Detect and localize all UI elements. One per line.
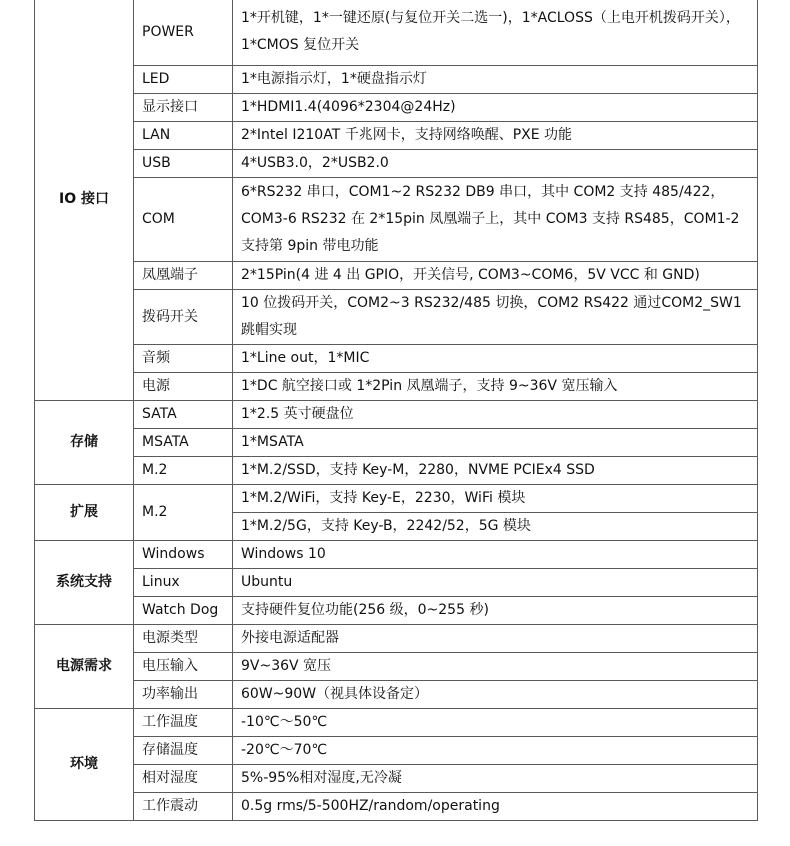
value-cell: 外接电源适配器 [233,625,758,653]
item-cell: Linux [134,569,233,597]
spec-row [35,737,758,765]
spec-row [35,345,758,373]
item-cell: M.2 [134,457,233,485]
value-cell: 0.5g rms/5-500HZ/random/operating [233,793,758,821]
spec-row [35,569,758,597]
value-cell: 1*2.5 英寸硬盘位 [233,401,758,429]
category-cell: IO 接口 [35,0,134,401]
value-cell: 1*M.2/WiFi，支持 Key-E，2230，WiFi 模块 [233,485,758,513]
item-cell: LAN [134,122,233,150]
value-cell: 1*HDMI1.4(4096*2304@24Hz) [233,94,758,122]
spec-row [35,178,758,262]
item-cell: 拨码开关 [134,290,233,345]
value-cell: 支持硬件复位功能(256 级，0~255 秒) [233,597,758,625]
value-cell: Windows 10 [233,541,758,569]
item-cell: Watch Dog [134,597,233,625]
item-cell: 工作温度 [134,709,233,737]
item-cell: 电源 [134,373,233,401]
spec-row [35,457,758,485]
item-cell: 功率输出 [134,681,233,709]
item-cell: M.2 [134,485,233,541]
spec-row [35,401,758,429]
value-cell: 1*开机键，1*一键还原(与复位开关二选一)，1*ACLOSS（上电开机拨码开关），1*CMOS 复位开关 [233,0,758,66]
value-cell: 6*RS232 串口，COM1~2 RS232 DB9 串口，其中 COM2 支持 485/422，COM3-6 RS232 在 2*15pin 凤凰端子上，其中 COM3 支持 RS485，COM1-2 支持第 9pin 带电功能 [233,178,758,262]
item-cell: 存储温度 [134,737,233,765]
value-cell: 60W~90W（视具体设备定） [233,681,758,709]
value-cell: 1*DC 航空接口或 1*2Pin 凤凰端子，支持 9~36V 宽压输入 [233,373,758,401]
item-cell: MSATA [134,429,233,457]
item-cell: LED [134,66,233,94]
value-cell: 1*电源指示灯，1*硬盘指示灯 [233,66,758,94]
value-cell: Ubuntu [233,569,758,597]
item-cell: 显示接口 [134,94,233,122]
item-cell: COM [134,178,233,262]
spec-row [35,373,758,401]
item-cell: USB [134,150,233,178]
item-cell: SATA [134,401,233,429]
spec-row [35,793,758,821]
spec-row [35,122,758,150]
value-cell: 2*Intel I210AT 千兆网卡，支持网络唤醒、PXE 功能 [233,122,758,150]
item-cell: 工作震动 [134,793,233,821]
spec-row [35,625,758,653]
spec-row [35,150,758,178]
spec-row [35,485,758,513]
spec-row [35,597,758,625]
value-cell: 1*Line out，1*MIC [233,345,758,373]
item-cell: 相对湿度 [134,765,233,793]
spec-row [35,765,758,793]
spec-row [35,541,758,569]
value-cell: 4*USB3.0，2*USB2.0 [233,150,758,178]
category-cell: 扩展 [35,485,134,541]
spec-row [35,262,758,290]
category-cell: 电源需求 [35,625,134,709]
value-cell: 9V~36V 宽压 [233,653,758,681]
item-cell: 音频 [134,345,233,373]
spec-row [35,94,758,122]
item-cell: POWER [134,0,233,66]
item-cell: Windows [134,541,233,569]
spec-table-body [35,0,758,821]
spec-row [35,290,758,345]
spec-table [34,0,758,821]
item-cell: 电压输入 [134,653,233,681]
category-cell: 系统支持 [35,541,134,625]
value-cell: 1*MSATA [233,429,758,457]
spec-row [35,429,758,457]
value-cell: -10℃～50℃ [233,709,758,737]
spec-row [35,0,758,66]
spec-row [35,66,758,94]
spec-row [35,709,758,737]
value-cell: 2*15Pin(4 进 4 出 GPIO，开关信号, COM3~COM6，5V VCC 和 GND) [233,262,758,290]
value-cell: 1*M.2/5G，支持 Key-B，2242/52，5G 模块 [233,513,758,541]
item-cell: 凤凰端子 [134,262,233,290]
category-cell: 存储 [35,401,134,485]
value-cell: 5%-95%相对湿度,无冷凝 [233,765,758,793]
category-cell: 环境 [35,709,134,821]
value-cell: 10 位拨码开关，COM2~3 RS232/485 切换，COM2 RS422 通过COM2_SW1 跳帽实现 [233,290,758,345]
spec-row [35,681,758,709]
spec-row [35,653,758,681]
value-cell: -20℃～70℃ [233,737,758,765]
value-cell: 1*M.2/SSD，支持 Key-M，2280，NVME PCIEx4 SSD [233,457,758,485]
item-cell: 电源类型 [134,625,233,653]
